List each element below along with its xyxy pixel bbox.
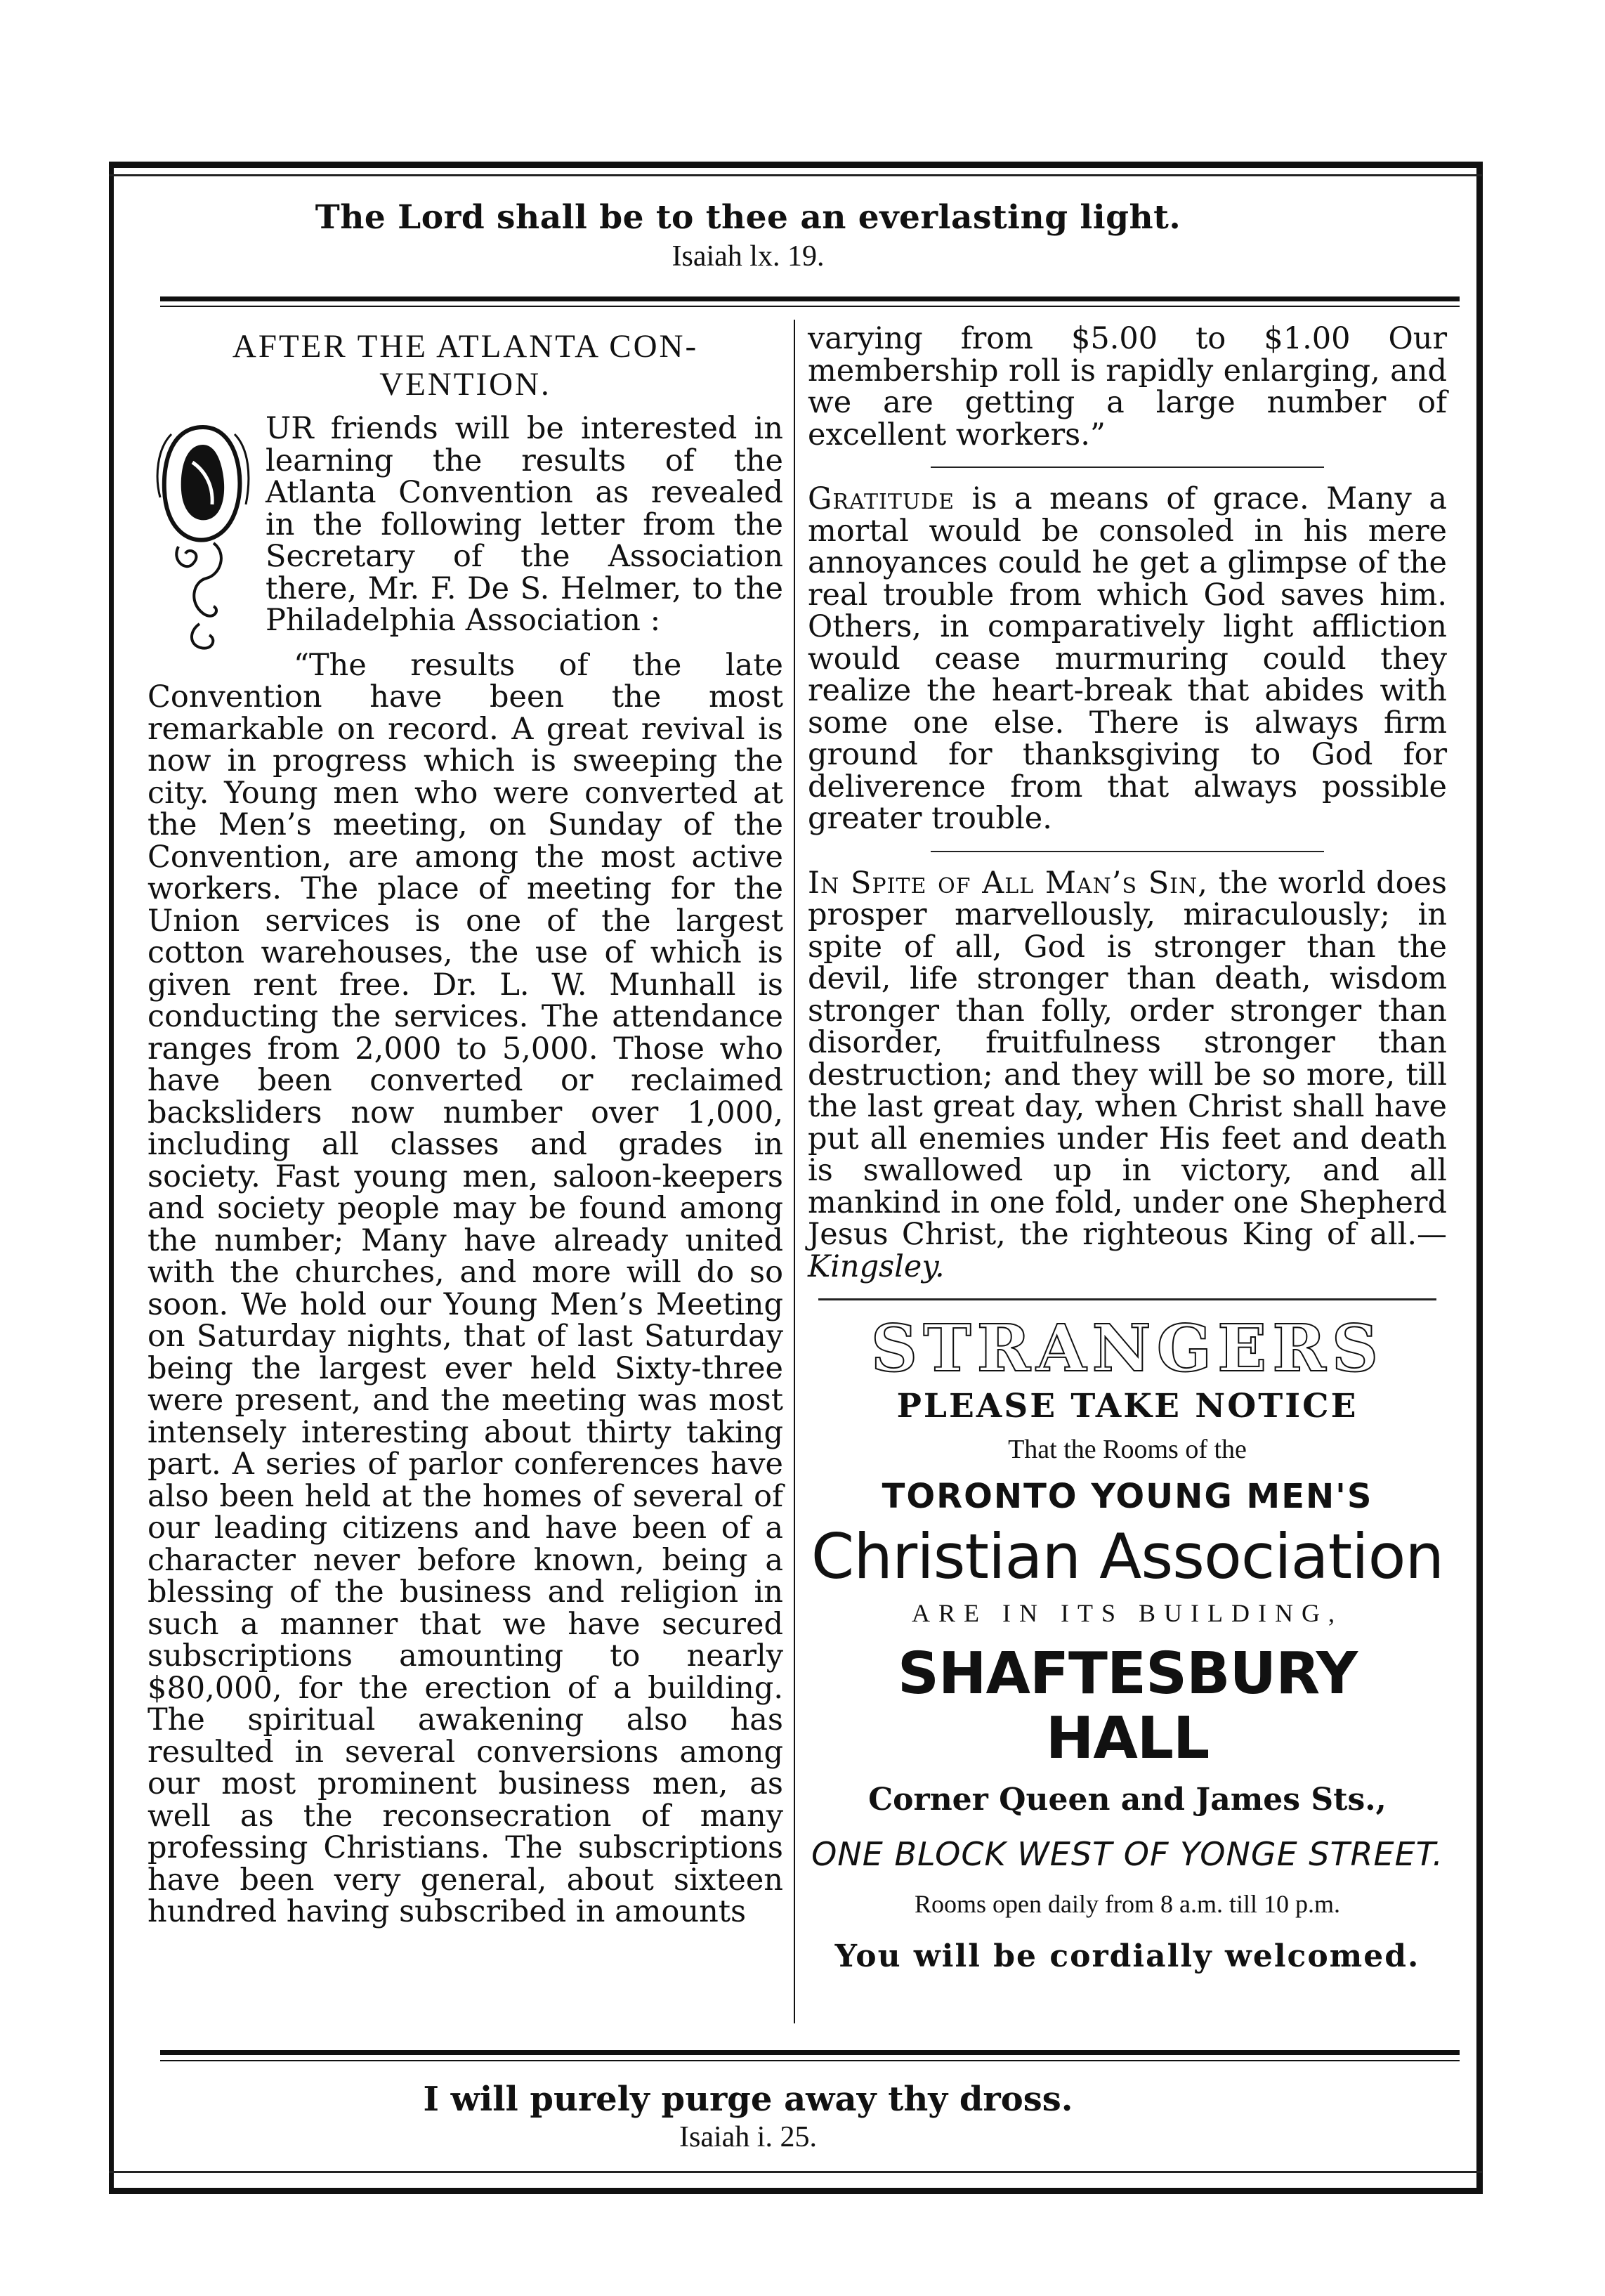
article-intro: UR friends will be interested in learning the results of the Atlanta Convention as revealed in the following letter from the Secretary of the Association there, Mr. F. De S. Helmer, to the Philadelphia Association : <box>266 411 783 638</box>
advert-headline: STRANGERS <box>870 1310 1384 1386</box>
advert-rooms-of: That the Rooms of the <box>1008 1434 1247 1464</box>
gratitude-text: is a means of grace. Many a mortal would be consoled in his mere annoyances could he get a glimpse of the real trouble from which God saves him. Others, in comparatively light affliction would cease murmuring could they realize the heart-break that abides with some one else. There is always firm ground for thanksgiving to God for deliverence from that always possible greater trouble. <box>808 481 1447 836</box>
column-divider <box>794 320 795 2023</box>
article-body <box>148 413 783 1929</box>
footer-divider-thin-rule <box>160 2060 1460 2061</box>
article-title-line-1: AFTER THE ATLANTA CON- <box>232 328 699 365</box>
advert-divider-rule <box>818 1298 1436 1300</box>
article-title <box>148 327 783 403</box>
article-title-line-2: VENTION. <box>379 366 551 403</box>
letter-text-continued: varying from $5.00 to $1.00 Our membership roll is rapidly enlarging, and we are getting a large number of excellent workers.” <box>808 321 1447 452</box>
kingsley-paragraph <box>808 865 1447 1284</box>
section-divider-rule <box>931 467 1324 468</box>
advert-hall-name: SHAFTESBURY HALL <box>897 1641 1358 1772</box>
header-verse-reference: Isaiah lx. 19. <box>672 240 825 273</box>
advert-org-line-1: TORONTO YOUNG MEN'S <box>882 1477 1373 1516</box>
right-column <box>808 323 1447 1972</box>
header-verse-text: The Lord shall be to thee an everlasting light. <box>315 198 1181 237</box>
bottom-border-rule <box>109 2171 1482 2173</box>
footer-verse-text: I will purely purge away thy dross. <box>423 2080 1073 2119</box>
advert-hours: Rooms open daily from 8 a.m. till 10 p.m. <box>915 1890 1340 1918</box>
advert-corner: Corner Queen and James Sts., <box>868 1782 1387 1818</box>
letter-text-left: “The results of the late Convention have been the most remarkable on record. A great revival is now in progress which is sweeping the city. Young men who were converted at the Men’s meeting, on Sunday of the Convention, are among the most active workers. The place of meeting for the Union services is one of the largest cotton warehouses, the use of which is given rent free. Dr. L. W. Munhall is conducting the services. The attendance ranges from 2,000 to 5,000. Those who have been converted or reclaimed backsliders now number over 1,000, including all classes and grades in society. Fast young men, saloon-keepers and society people may be found among the number; Many have already united with the churches, and more will do so soon. We hold our Young Men’s Meeting on Saturday nights, that of last Saturday being the largest ever held Sixty-three were present, and the meeting was most intensely interesting about thirty taking part. A series of parlor conferences have also been held at the homes of several of our leading citizens and have been of a character never before known, being a blessing of the business and religion in such a manner that we have secured subscriptions amounting to nearly $80,000, for the erection of a building. The spiritual awakening also has resulted in several conversions among our most prominent business men, as well as the reconsecration of many professing Christians. The subscriptions have been very general, about sixteen hundred having subscribed in amounts <box>148 647 783 1929</box>
ornamental-dropcap-icon <box>150 413 256 652</box>
footer-verse-reference: Isaiah i. 25. <box>679 2121 817 2153</box>
footer-divider-rule <box>160 2050 1460 2055</box>
top-border-rule <box>109 174 1482 176</box>
header-divider-thin-rule <box>160 306 1460 307</box>
advert-notice: PLEASE TAKE NOTICE <box>896 1387 1358 1426</box>
advert-block-location: ONE BLOCK WEST OF YONGE STREET. <box>811 1834 1443 1873</box>
gratitude-lead: Gratitude <box>808 481 955 516</box>
footer-verse <box>211 2080 1285 2154</box>
kingsley-lead: In Spite of All Man’s Sin, <box>808 865 1208 901</box>
gratitude-paragraph <box>808 483 1447 835</box>
strangers-advert <box>808 1310 1447 1974</box>
advert-are-in: ARE IN ITS BUILDING, <box>912 1598 1343 1627</box>
header-verse <box>211 198 1285 273</box>
kingsley-attribution: Kingsley. <box>808 1248 945 1284</box>
header-divider-rule <box>160 296 1460 301</box>
section-divider-rule <box>931 851 1324 852</box>
left-column <box>148 323 783 1929</box>
advert-org-line-2: Christian Association <box>811 1520 1444 1593</box>
advert-welcome: You will be cordially welcomed. <box>834 1938 1420 1974</box>
kingsley-text: the world does prosper marvellously, miraculously; in spite of all, God is stronger than the devil, life stronger than death, wisdom stronger than folly, order stronger than disorder, fruitfulness stronger than destruction; and they will be so more, till the last great day, when Christ shall have put all enemies under His feet and death is swallowed up in victory, and all mankind in one fold, under one Shepherd Jesus Christ, the righteous King of all.— <box>808 865 1447 1252</box>
